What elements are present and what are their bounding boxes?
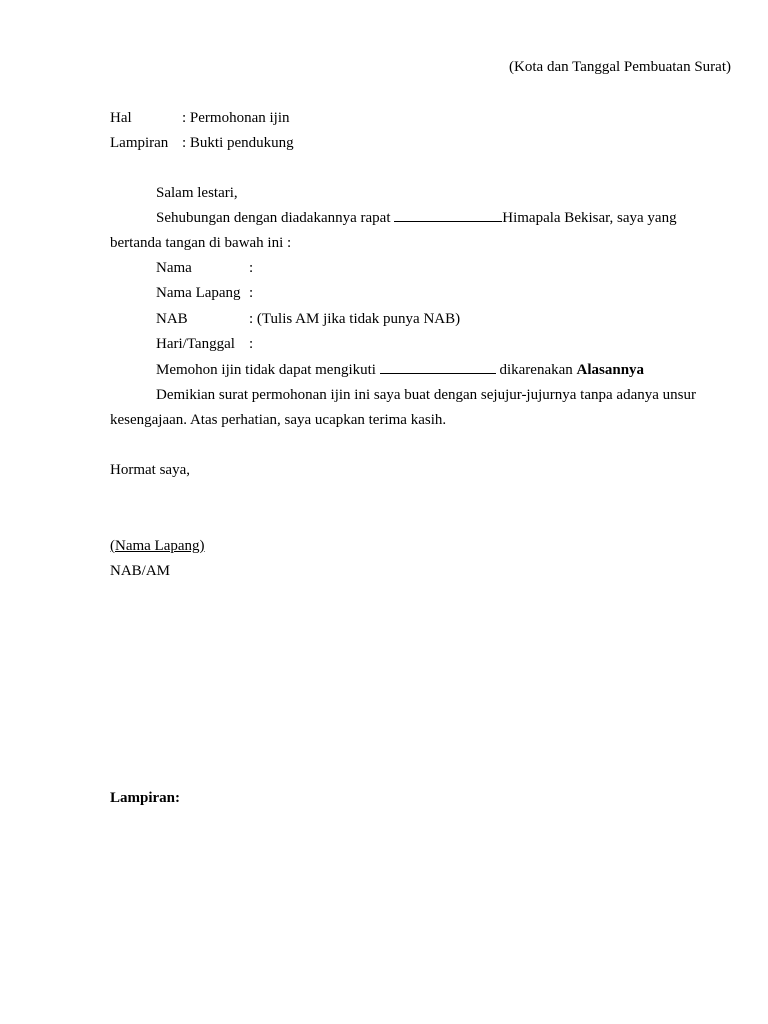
attachment-heading: Lampiran: <box>110 790 181 806</box>
field-row-nab <box>156 309 460 329</box>
regards: Hormat saya, <box>110 462 190 478</box>
intro-line <box>156 208 677 228</box>
request-before: Memohon ijin tidak dapat mengikuti <box>156 362 376 378</box>
closing-line-2: kesengajaan. Atas perhatian, saya ucapkan terima kasih. <box>110 412 447 428</box>
subject-row <box>110 108 290 128</box>
field-row-nama-lapang <box>156 283 253 303</box>
subject-value: : Permohonan ijin <box>182 110 290 126</box>
field-value: : (Tulis AM jika tidak punya NAB) <box>249 311 461 327</box>
closing-line-1: Demikian surat permohonan ijin ini saya buat dengan sejujur-jujurnya tanpa adanya unsur <box>156 387 696 403</box>
field-row-nama <box>156 258 253 278</box>
meeting-blank <box>394 208 502 222</box>
request-mid: dikarenakan <box>499 362 573 378</box>
attachment-value: : Bukti pendukung <box>182 135 294 151</box>
intro-continuation: bertanda tangan di bawah ini : <box>110 235 292 251</box>
field-value: : <box>249 285 254 301</box>
request-line <box>156 360 644 380</box>
request-reason: Alasannya <box>576 362 645 378</box>
attachment-label: Lampiran <box>110 135 169 151</box>
greeting: Salam lestari, <box>156 185 238 201</box>
intro-before: Sehubungan dengan diadakannya rapat <box>156 210 391 226</box>
intro-after: Himapala Bekisar, saya yang <box>502 210 677 226</box>
subject-label: Hal <box>110 110 132 126</box>
place-date: (Kota dan Tanggal Pembuatan Surat) <box>509 59 731 75</box>
signer-id: NAB/AM <box>110 563 171 579</box>
field-row-hari-tanggal <box>156 334 253 354</box>
field-value: : <box>249 260 254 276</box>
signer-name: (Nama Lapang) <box>110 538 205 554</box>
field-label: Nama <box>156 260 192 276</box>
field-label: Nama Lapang <box>156 285 241 301</box>
event-blank <box>380 360 496 374</box>
field-label: Hari/Tanggal <box>156 336 235 352</box>
field-label: NAB <box>156 311 188 327</box>
field-value: : <box>249 336 254 352</box>
attachment-row <box>110 133 294 153</box>
